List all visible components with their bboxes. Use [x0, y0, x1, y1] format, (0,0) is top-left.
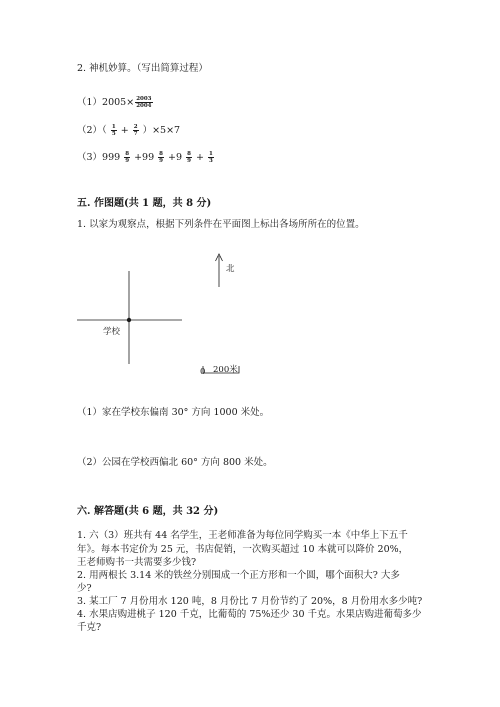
- expression-text: 2005×: [102, 97, 135, 108]
- solve-question-1-line-2: 年》。每本书定价为 25 元，书店促销，一次购买超过 10 本就可以降价 20%，: [77, 544, 409, 555]
- solve-question-4-line-2: 千克?: [77, 622, 102, 633]
- draw-section-heading: 五. 作图题(共 1 题，共 8 分): [77, 198, 212, 209]
- fraction: $\frac{2}{7}$: [133, 124, 138, 137]
- draw-question: 1. 以家为观察点，根据下列条件在平面图上标出各场所所在的位置。: [77, 219, 365, 230]
- draw-subquestion-2: （2）公园在学校西偏北 60° 方向 800 米处。: [77, 457, 273, 468]
- solve-question-2-line-1: 2. 用两根长 3.14 米的铁丝分别围成一个正方形和一个圆，哪个面积大? 大多: [77, 570, 400, 581]
- plus-sign: +: [120, 125, 129, 136]
- draw-subquestion-1: （1）家在学校东偏南 30° 方向 1000 米处。: [77, 407, 270, 418]
- expression-text: +99: [134, 152, 155, 163]
- solve-question-3: 3. 某工厂 7 月份用水 120 吨，8 月份比 7 月份节约了 20%，8 月份用水多少吨?: [77, 596, 423, 607]
- question-number: （1）: [77, 97, 103, 108]
- school-label: 学校: [103, 327, 121, 337]
- north-label: 北: [226, 264, 235, 274]
- solve-question-1-line-3: 王老师购书一共需要多少钱?: [77, 557, 197, 568]
- scale-zero-label: 0: [200, 367, 206, 377]
- school-point: [127, 318, 131, 322]
- fraction: $\frac{2003}{2004}$: [136, 96, 152, 109]
- question-number: （3）: [77, 152, 103, 163]
- calc-section-title: 2. 神机妙算。（写出简算过程）: [77, 63, 208, 74]
- scale-distance-label: 200米: [213, 365, 238, 375]
- solve-section-heading: 六. 解答题(共 6 题，共 32 分): [77, 506, 219, 517]
- expression-text: ）×5×7: [142, 125, 181, 136]
- solve-question-1-line-1: 1. 六（3）班共有 44 名学生，王老师准备为每位同学购买一本《中华上下五千: [77, 530, 408, 541]
- question-number: （2）: [77, 125, 103, 136]
- fraction: $\frac{8}{9}$: [159, 151, 163, 164]
- fraction: $\frac{8}{9}$: [125, 151, 130, 164]
- fraction: $\frac{1}{3}$: [208, 151, 213, 164]
- solve-question-4-line-1: 4. 水果店购进桃子 120 千克，比葡萄的 75%还少 30 千克。水果店购进葡萄多少: [77, 609, 422, 620]
- expression-text: 999: [102, 152, 121, 163]
- fraction: $\frac{1}{5}$: [111, 124, 116, 137]
- expression-text: +9: [168, 152, 183, 163]
- fraction: $\frac{8}{9}$: [187, 151, 191, 164]
- solve-question-2-line-2: 少?: [77, 583, 92, 594]
- plus-sign: +: [195, 152, 204, 163]
- open-paren: （: [102, 125, 107, 136]
